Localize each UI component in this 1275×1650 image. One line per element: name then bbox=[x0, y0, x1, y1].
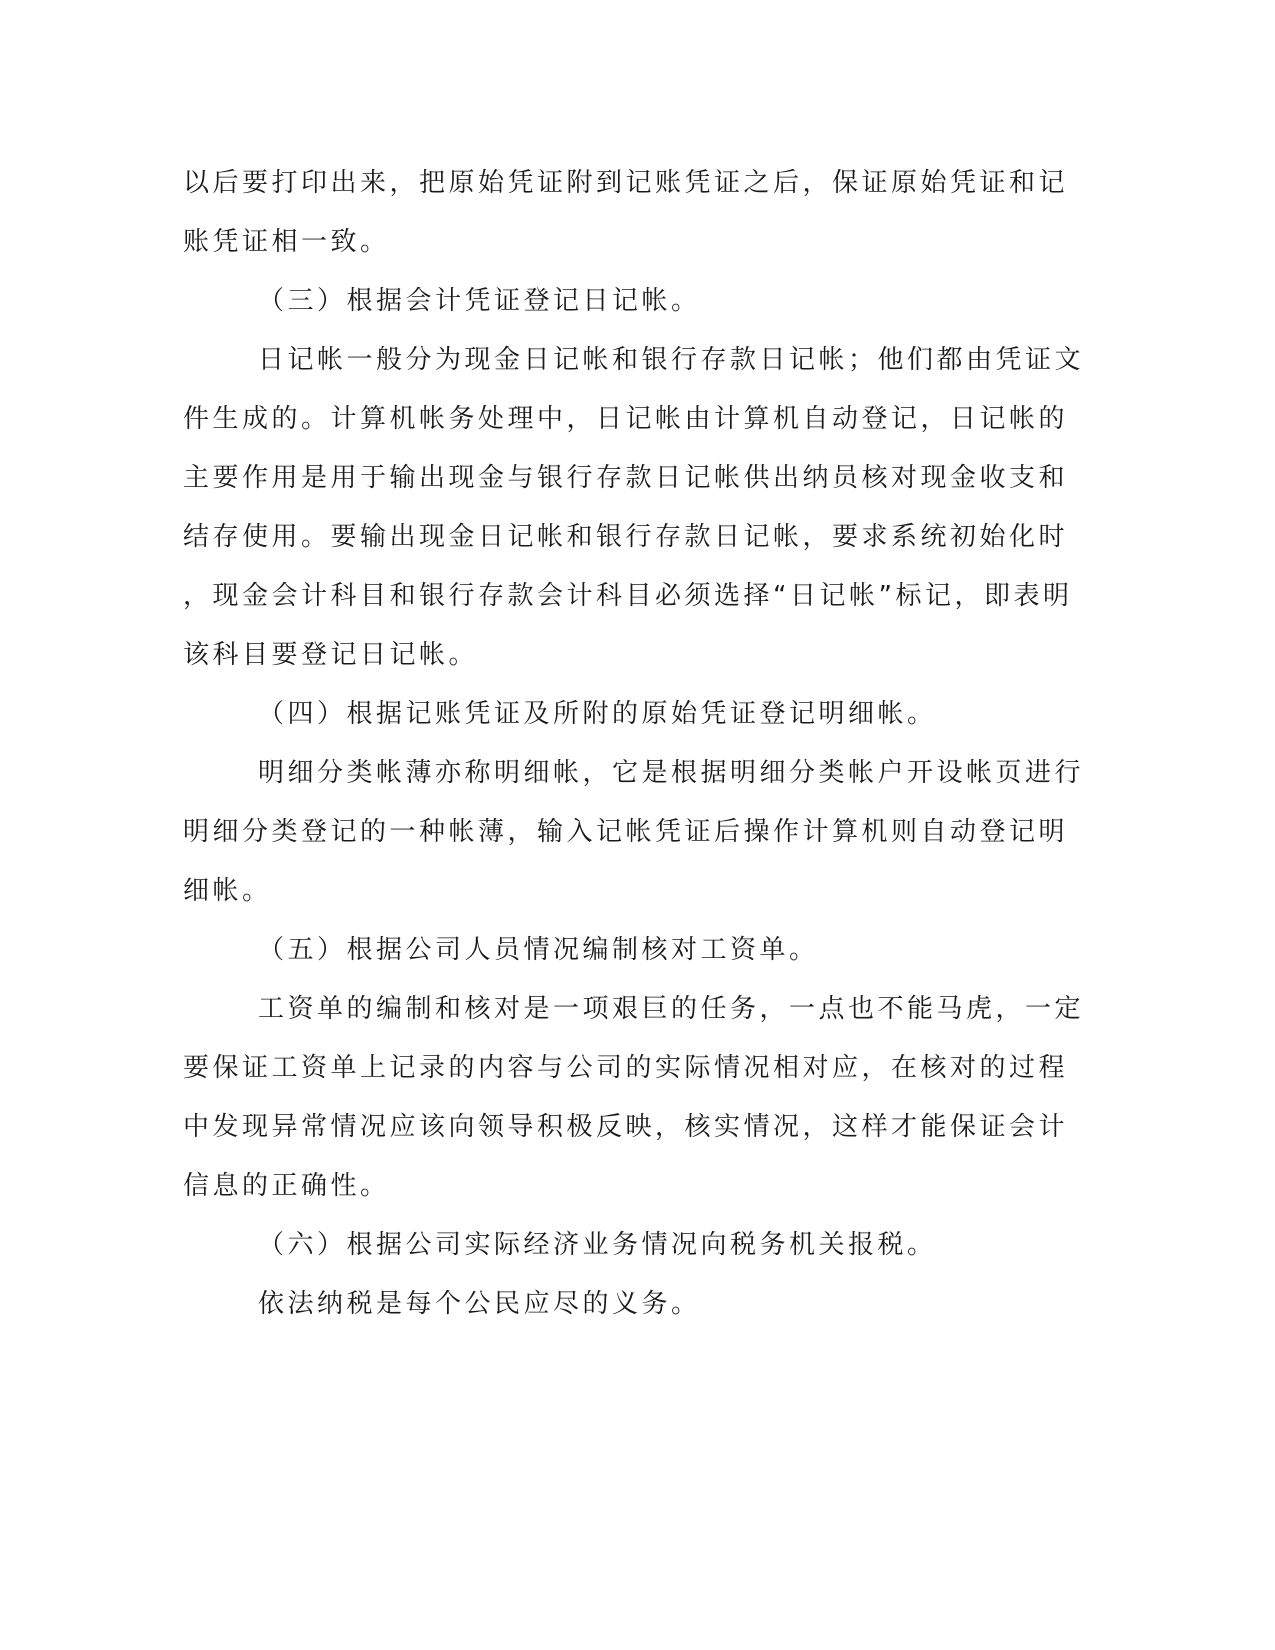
text-line: 信息的正确性。 bbox=[183, 1171, 390, 1201]
document-body bbox=[183, 154, 1085, 1334]
text-line: 件生成的。计算机帐务处理中，日记帐由计算机自动登记，日记帐的 bbox=[183, 404, 1069, 434]
section-heading: （五）根据公司人员情况编制核对工资单。 bbox=[258, 935, 819, 965]
text-line: 结存使用。要输出现金日记帐和银行存款日记帐，要求系统初始化时 bbox=[183, 522, 1069, 552]
text-line: 要保证工资单上记录的内容与公司的实际情况相对应，在核对的过程 bbox=[183, 1053, 1069, 1083]
text-line: 工资单的编制和核对是一项艰巨的任务，一点也不能马虎，一定 bbox=[258, 994, 1085, 1024]
text-line: 明细分类帐薄亦称明细帐，它是根据明细分类帐户开设帐页进行 bbox=[258, 758, 1085, 788]
text-line: 以后要打印出来，把原始凭证附到记账凭证之后，保证原始凭证和记 bbox=[183, 168, 1069, 198]
text-line: 依法纳税是每个公民应尽的义务。 bbox=[258, 1289, 701, 1319]
text-line: 明细分类登记的一种帐薄，输入记帐凭证后操作计算机则自动登记明 bbox=[183, 817, 1069, 847]
text-line: 该科目要登记日记帐。 bbox=[183, 640, 479, 670]
text-line: 日记帐一般分为现金日记帐和银行存款日记帐；他们都由凭证文 bbox=[258, 345, 1085, 375]
section-heading: （三）根据会计凭证登记日记帐。 bbox=[258, 286, 701, 316]
text-line: 细帐。 bbox=[183, 876, 272, 906]
text-line: 账凭证相一致。 bbox=[183, 227, 390, 257]
section-heading: （四）根据记账凭证及所附的原始凭证登记明细帐。 bbox=[258, 699, 937, 729]
text-line: 中发现异常情况应该向领导积极反映，核实情况，这样才能保证会计 bbox=[183, 1112, 1069, 1142]
text-line: ，现金会计科目和银行存款会计科目必须选择“日记帐”标记，即表明 bbox=[183, 581, 1073, 611]
section-heading: （六）根据公司实际经济业务情况向税务机关报税。 bbox=[258, 1230, 937, 1260]
text-line: 主要作用是用于输出现金与银行存款日记帐供出纳员核对现金收支和 bbox=[183, 463, 1069, 493]
